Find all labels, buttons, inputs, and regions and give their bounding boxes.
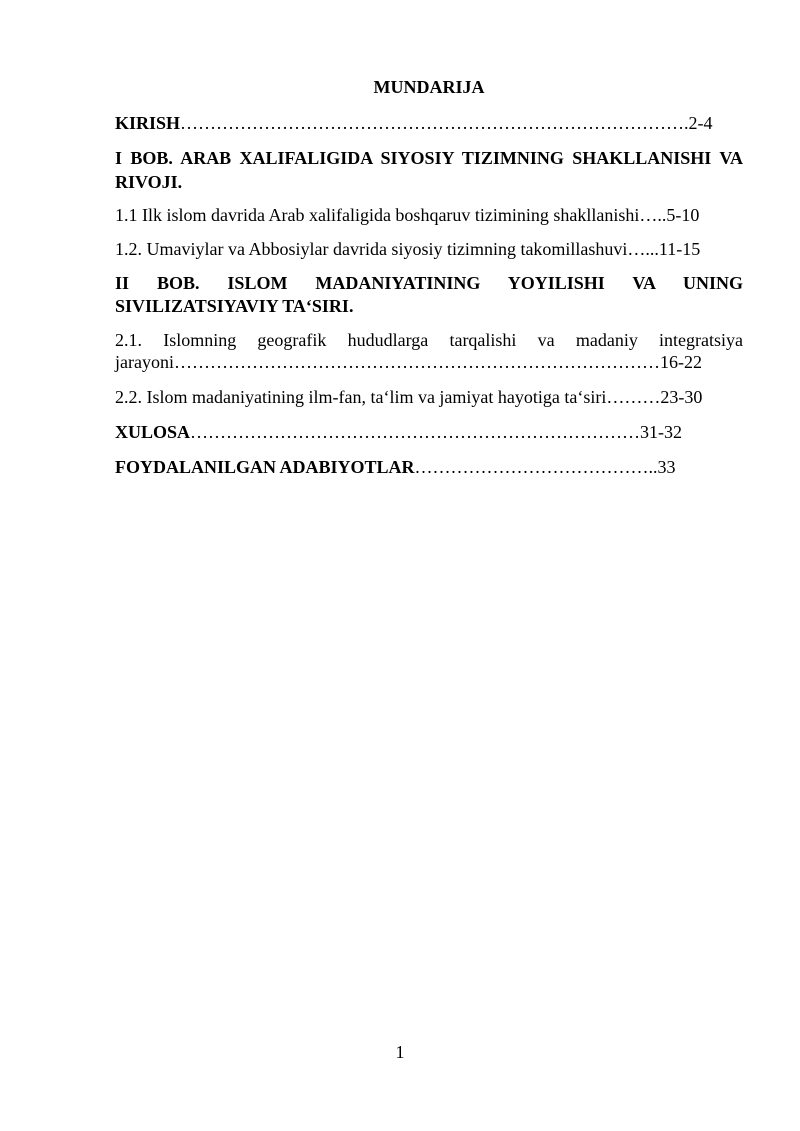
toc-section-2-1-line2: jarayoni………………………………………………………………………16-22 [115,352,702,372]
page-title: MUNDARIJA [373,77,485,97]
toc-page-range: 33 [657,457,676,477]
toc-entry-title: FOYDALANILGAN ADABIYOTLAR [115,457,415,477]
toc-section-1-1: 1.1 Ilk islom davrida Arab xalifaligida boshqaruv tizimining shakllanishi…..5-10 [115,205,700,225]
toc-entry-kirish [115,111,743,135]
toc-section-1-2: 1.2. Umaviylar va Abbosiylar davrida siyosiy tizimning takomillashuvi…...11-15 [115,239,701,259]
toc-section-2-1-line1: 2.1. Islomning geografik hududlarga tarqalishi va madaniy integratsiya [115,330,743,350]
toc-page-range: 2-4 [688,113,713,133]
toc-chapter-1-line2: RIVOJI. [115,172,183,192]
toc-entry-xulosa [115,420,743,444]
toc-leader: ………………………………….. [414,457,658,477]
toc-entry-adabiyotlar [115,455,743,479]
toc-leader: ………………………………………………………………… [190,422,641,442]
toc-section-2-2: 2.2. Islom madaniyatining ilm-fan, ta‘lim va jamiyat hayotiga ta‘siri………23-30 [115,387,703,407]
toc-chapter-2-line1: II BOB. ISLOM MADANIYATINING YOYILISHI VA UNING [115,273,743,293]
toc-page-range: 31-32 [640,422,683,442]
toc-chapter-2-line2: SIVILIZATSIYAVIY TA‘SIRI. [115,296,354,316]
toc-entry-title: XULOSA [115,422,191,442]
page-number: 1 [395,1042,405,1062]
toc-leader: …………………………………………………………………………. [180,113,689,133]
toc-entry-title: KIRISH [115,113,181,133]
toc-chapter-1-line1: I BOB. ARAB XALIFALIGIDA SIYOSIY TIZIMNING SHAKLLANISHI VA [115,148,743,168]
